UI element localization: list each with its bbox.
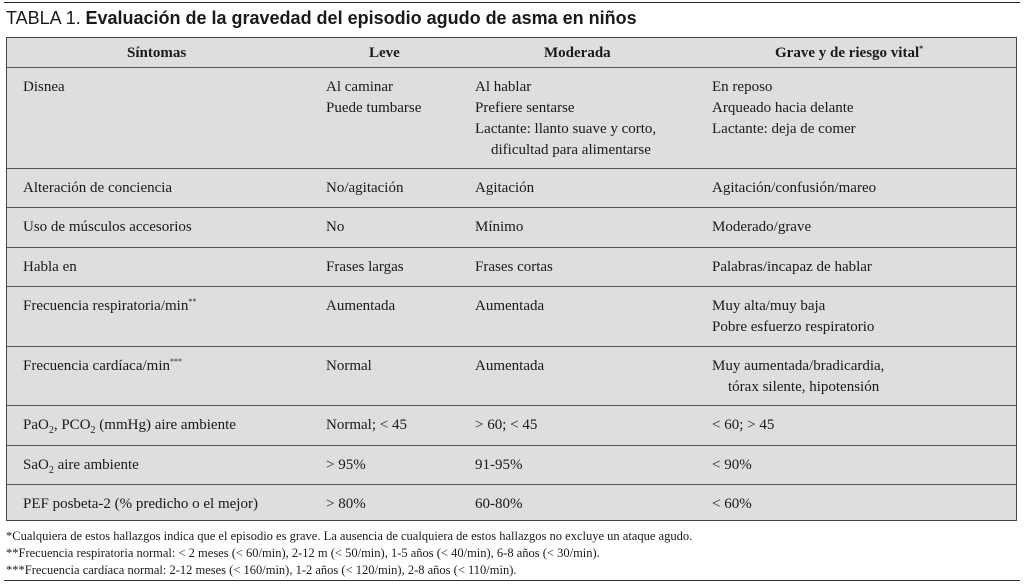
cell-grave: < 60; > 45	[712, 417, 775, 433]
table-number: TABLA 1.	[6, 8, 81, 28]
subscript: 2	[90, 425, 96, 436]
cell-leve	[326, 77, 421, 119]
cell-grave: Palabras/incapaz de hablar	[712, 259, 872, 275]
cell-grave: Agitación/confusión/mareo	[712, 180, 877, 196]
cell-line: Lactante: deja de comer	[712, 121, 856, 137]
cell-line: Arqueado hacia delante	[712, 100, 854, 116]
title-top-rule	[4, 2, 1020, 3]
footnote: *Cualquiera de estos hallazgos indica que el episodio es grave. La ausencia de cualquiera de estos hallazgos no excluye un ataque agudo.	[6, 529, 693, 543]
footnote: **Frecuencia respiratoria normal: < 2 meses (< 60/min), 2-12 m (< 50/min), 1-5 años (< 40/min), 6-8 años (< 30/min).	[6, 546, 600, 560]
row-separator	[7, 405, 1016, 406]
cell-leve: Normal; < 45	[326, 417, 407, 433]
cell-line: En reposo	[712, 79, 773, 95]
cell-grave: < 60%	[712, 496, 752, 512]
header-grave-label: Grave y de riesgo vital	[775, 45, 920, 61]
cell-moderada: Frases cortas	[475, 259, 553, 275]
severity-table	[6, 37, 1017, 521]
cell-line: Pobre esfuerzo respiratorio	[712, 319, 875, 335]
cell-sintoma	[23, 455, 139, 476]
row-separator	[7, 286, 1016, 287]
cell-line: Puede tumbarse	[326, 100, 422, 116]
cell-sintoma: Alteración de conciencia	[23, 180, 173, 196]
header-leve: Leve	[369, 45, 400, 61]
row-separator	[7, 168, 1016, 169]
cell-grave	[712, 356, 884, 398]
cell-line: Muy aumentada/bradicardia,	[712, 358, 885, 374]
header-moderada: Moderada	[544, 45, 611, 61]
cell-leve: Normal	[326, 358, 372, 374]
cell-leve: Frases largas	[326, 259, 404, 275]
subscript: 2	[48, 425, 54, 436]
footnote-mark: ***	[170, 357, 182, 366]
header-grave-footnote-mark: *	[919, 44, 924, 53]
footnote-mark: **	[188, 297, 197, 306]
cell-leve: > 95%	[326, 457, 366, 473]
cell-moderada: Agitación	[475, 180, 535, 196]
cell-moderada: 60-80%	[475, 496, 523, 512]
cell-sintoma: Habla en	[23, 259, 77, 275]
cell-sintoma: Disnea	[23, 79, 65, 95]
row-separator	[7, 484, 1016, 485]
cell-text: , PCO	[53, 417, 91, 433]
row-separator	[7, 346, 1016, 347]
row-separator	[7, 247, 1016, 248]
cell-line: Al hablar	[475, 79, 532, 95]
cell-line: Lactante: llanto suave y corto,	[475, 121, 657, 137]
header-grave	[775, 43, 923, 64]
cell-sintoma	[23, 356, 182, 377]
cell-text: aire ambiente	[53, 457, 139, 473]
cell-line: tórax silente, hipotensión	[728, 379, 880, 395]
row-separator	[7, 67, 1016, 68]
table-footnotes	[6, 528, 692, 579]
cell-leve: > 80%	[326, 496, 366, 512]
cell-moderada: 91-95%	[475, 457, 523, 473]
cell-text: PaO	[23, 417, 49, 433]
cell-line: dificultad para alimentarse	[491, 142, 651, 158]
cell-grave	[712, 296, 874, 338]
footnote: ***Frecuencia cardíaca normal: 2-12 meses (< 160/min), 1-2 años (< 120/min), 2-8 años (< 110/min).	[6, 563, 517, 577]
cell-leve: No/agitación	[326, 180, 404, 196]
cell-sintoma	[23, 296, 196, 317]
cell-line: Prefiere sentarse	[475, 100, 575, 116]
cell-text: (mmHg) aire ambiente	[95, 417, 236, 433]
cell-moderada: > 60; < 45	[475, 417, 538, 433]
cell-leve: Aumentada	[326, 298, 396, 314]
header-sintomas: Síntomas	[127, 45, 187, 61]
cell-moderada: Aumentada	[475, 298, 545, 314]
cell-grave	[712, 77, 856, 140]
cell-grave: Moderado/grave	[712, 219, 812, 235]
bottom-rule	[4, 580, 1020, 581]
subscript: 2	[48, 465, 54, 476]
cell-sintoma-label: Frecuencia cardíaca/min	[23, 358, 170, 374]
cell-line: Muy alta/muy baja	[712, 298, 826, 314]
cell-leve: No	[326, 219, 345, 235]
cell-moderada	[475, 77, 656, 161]
cell-sintoma	[23, 415, 236, 436]
cell-sintoma: Uso de músculos accesorios	[23, 219, 192, 235]
row-separator	[7, 445, 1016, 446]
table-title	[6, 6, 637, 31]
row-separator	[7, 207, 1016, 208]
table-title-text: Evaluación de la gravedad del episodio agudo de asma en niños	[85, 8, 637, 28]
cell-sintoma-label: Frecuencia respiratoria/min	[23, 298, 189, 314]
cell-line: Al caminar	[326, 79, 394, 95]
cell-text: SaO	[23, 457, 49, 473]
cell-moderada: Mínimo	[475, 219, 524, 235]
cell-moderada: Aumentada	[475, 358, 545, 374]
cell-grave: < 90%	[712, 457, 752, 473]
cell-sintoma: PEF posbeta-2 (% predicho o el mejor)	[23, 496, 258, 512]
